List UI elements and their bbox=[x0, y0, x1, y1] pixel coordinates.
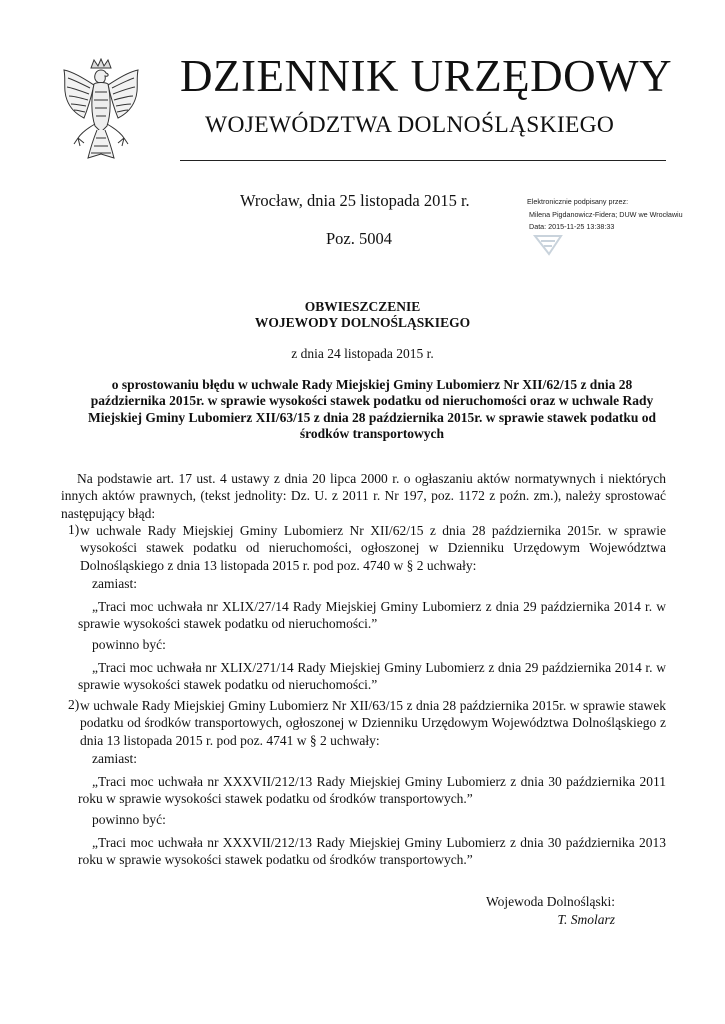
should-be-label: powinno być: bbox=[92, 637, 166, 652]
list-item-number: 2) bbox=[68, 697, 80, 712]
list-item: w uchwale Rady Miejskiej Gminy Lubomierz Nr XII/63/15 z dnia 28 października 2015r. w sprawie stawek podatku od środków transportowych, ogłoszonej w Dzienniku Urzędowym Województwa Dolnośląskiego z dnia 13 listopada 2015 r. pod poz. 4741 w § 2 uchwały: bbox=[80, 698, 666, 748]
legal-basis-paragraph: Na podstawie art. 17 ust. 4 ustawy z dnia 20 lipca 2000 r. o ogłaszaniu aktów normatywnych i niektórych innych aktów prawnych, (tekst jednolity: Dz. U. z 2011 r. Nr 197, poz. 1172 z poźn. zm.), należy sprostować następujący błąd: bbox=[61, 471, 666, 521]
signature-label: Elektronicznie podpisany przez: bbox=[527, 197, 629, 206]
journal-title: DZIENNIK URZĘDOWY bbox=[180, 51, 673, 101]
document-date: z dnia 24 listopada 2015 r. bbox=[291, 346, 434, 361]
correct-text-quote: „Traci moc uchwała nr XXXVII/212/13 Rady Miejskiej Gminy Lubomierz z dnia 30 października 2013 roku w sprawie wysokości stawek podatku od środków transportowych.” bbox=[78, 835, 666, 868]
header-divider bbox=[180, 160, 666, 161]
instead-label: zamiast: bbox=[92, 751, 137, 766]
list-item-number: 1) bbox=[68, 522, 80, 537]
journal-subtitle: WOJEWÓDZTWA DOLNOŚLĄSKIEGO bbox=[205, 112, 615, 138]
incorrect-text-quote: „Traci moc uchwała nr XXXVII/212/13 Rady Miejskiej Gminy Lubomierz z dnia 30 października 2011 roku w sprawie wysokości stawek podatku od środków transportowych.” bbox=[78, 774, 666, 807]
document-type: OBWIESZCZENIE bbox=[304, 299, 421, 314]
polish-eagle-emblem-icon bbox=[60, 58, 142, 162]
signature-date: Data: 2015-11-25 13:38:33 bbox=[529, 222, 615, 231]
position-number: Poz. 5004 bbox=[326, 229, 392, 248]
signature-signer: Milena Pigdanowicz-Fidera; DUW we Wrocławiu bbox=[529, 210, 683, 219]
publication-place-date: Wrocław, dnia 25 listopada 2015 r. bbox=[240, 191, 470, 210]
signature-check-icon bbox=[531, 232, 567, 256]
signer-name: T. Smolarz bbox=[557, 912, 615, 927]
incorrect-text-quote: „Traci moc uchwała nr XLIX/27/14 Rady Miejskiej Gminy Lubomierz z dnia 29 października 2014 r. w sprawie wysokości stawek podatku od nieruchomości.” bbox=[78, 599, 666, 632]
list-item: w uchwale Rady Miejskiej Gminy Lubomierz Nr XII/62/15 z dnia 28 października 2015r. w sprawie wysokości stawek podatku od nieruchomości, ogłoszonej w Dzienniku Urzędowym Województwa Dolnośląskiego z dnia 13 listopada 2015 r. pod poz. 4740 w § 2 uchwały: bbox=[80, 523, 666, 573]
should-be-label: powinno być: bbox=[92, 812, 166, 827]
instead-label: zamiast: bbox=[92, 576, 137, 591]
document-issuer: WOJEWODY DOLNOŚLĄSKIEGO bbox=[254, 315, 471, 330]
document-subject: o sprostowaniu błędu w uchwale Rady Miejskiej Gminy Lubomierz Nr XII/62/15 z dnia 28 października 2015r. w sprawie wysokości stawek podatku od nieruchomości oraz w uchwale Rady Miejskiej Gminy Lubomierz XII/63/15 z dnia 28 października 2015r. w sprawie stawek podatku od środków transportowych bbox=[87, 377, 657, 442]
signer-title: Wojewoda Dolnośląski: bbox=[485, 894, 615, 909]
correct-text-quote: „Traci moc uchwała nr XLIX/271/14 Rady Miejskiej Gminy Lubomierz z dnia 29 października 2014 r. w sprawie wysokości stawek podatku od nieruchomości.” bbox=[78, 660, 666, 693]
